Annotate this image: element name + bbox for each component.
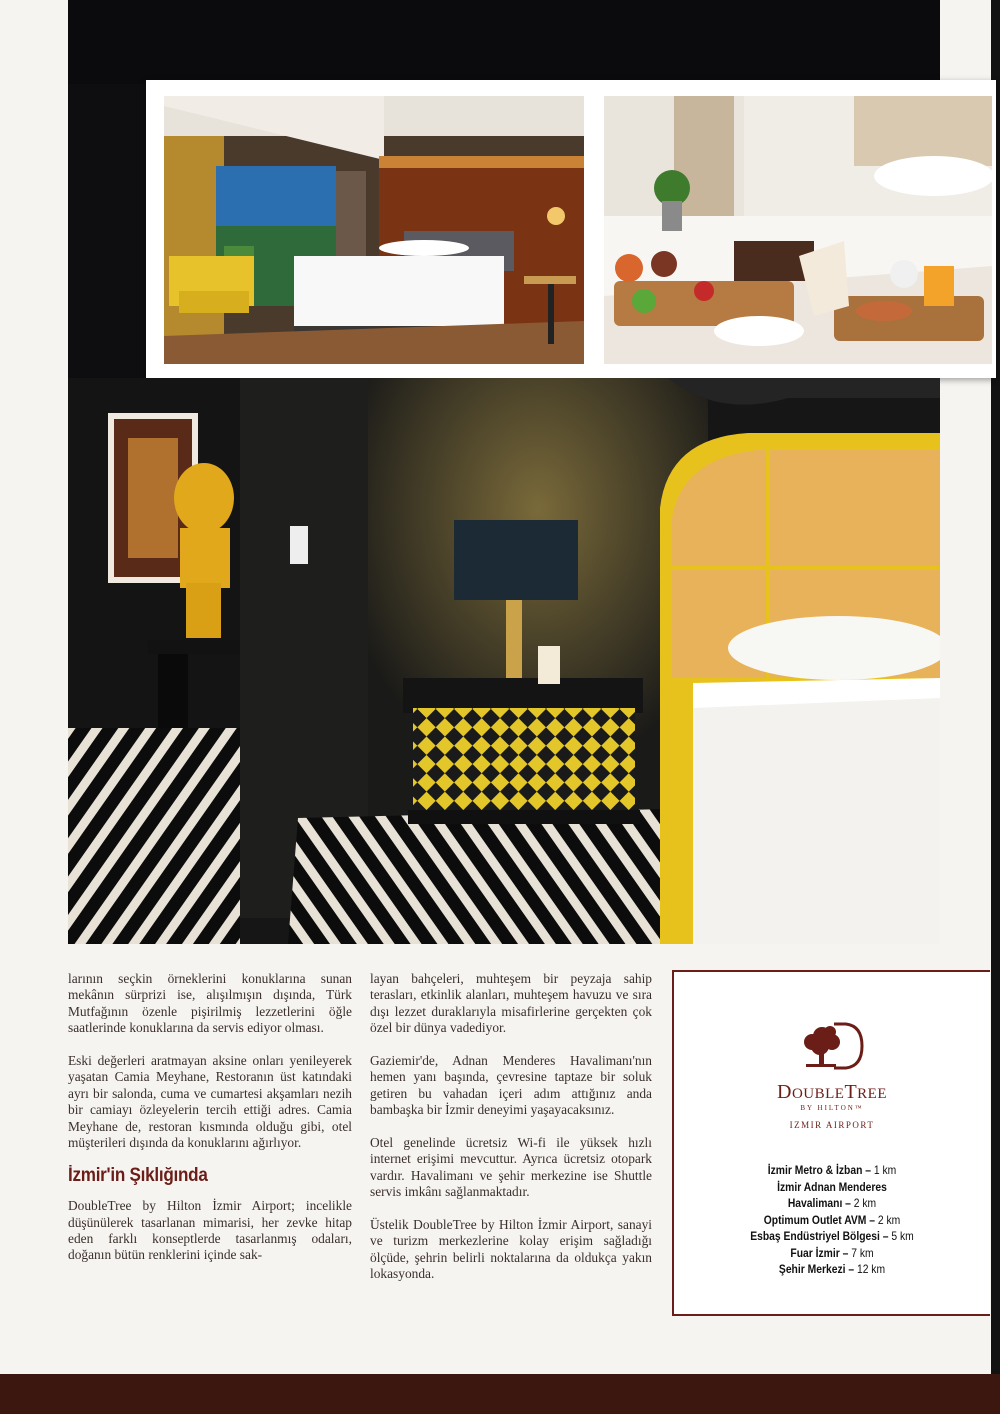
logo-wordmark: DOUBLETREE	[776, 1081, 887, 1103]
left-black-strip	[68, 84, 146, 380]
distance-item: Şehir Merkezi – 12 km	[778, 1262, 886, 1276]
paragraph: larının seçkin örneklerini konuklarına sunan mekânın sürprizi ise, alışılmışın dışında, Türk Mutfağının özenle pişirilmiş lezzetlerini öğle saatlerinde konuklarına da servis ediyor olması.	[68, 971, 352, 1036]
top-black-block	[68, 0, 940, 84]
distance-item: Havalimanı – 2 km	[787, 1196, 877, 1210]
paragraph: Üstelik DoubleTree by Hilton İzmir Airport, sanayi ve turizm merkezlerine kolay erişim sağladığı ölçüde, şehrin belirli noktalarına da oldukça yakın lokasyonda.	[370, 1217, 652, 1282]
distance-item: İzmir Metro & İzban – 1 km	[767, 1163, 897, 1177]
breakfast-photo	[604, 96, 992, 364]
bedroom-photo	[68, 378, 940, 944]
logo-by-hilton: BY HILTON™	[800, 1104, 864, 1112]
paragraph: Eski değerleri aratmayan aksine onları yenileyerek yaşatan Camia Meyhane, Restoranın üst katındaki ayrı bir salonda, cuma ve cumartesi akşamları nezih bir camiayı özleyelerin tercih ettiği adres. Camia Meyhane de, restoran kısmında olduğu gibi, otel müşterileri dışında da konuklarını ağırlıyor.	[68, 1053, 352, 1151]
distance-item: Esbaş Endüstriyel Bölgesi – 5 km	[750, 1229, 914, 1243]
article-column-1	[68, 971, 352, 1280]
paragraph: DoubleTree by Hilton İzmir Airport; incelikle düşünülerek tasarlanan mimarisi, her zevke hitap eden farklı konseptlerde tasarlanmış odaları, doğanın bütün renklerini içinde sak-	[68, 1198, 352, 1263]
bottom-bar	[0, 1374, 1000, 1414]
doubletree-logo	[674, 1020, 990, 1130]
tree-logo-icon	[800, 1020, 864, 1072]
section-heading: İzmir'in Şıklığında	[68, 1164, 208, 1186]
room-photo	[164, 96, 584, 364]
paragraph: layan bahçeleri, muhteşem bir peyzaja sahip terasları, etkinlik alanları, muhteşem havuzu ve sıra dışı lezzet duraklarıyla misafirlerine gerçekten çok özel bir dünya vadediyor.	[370, 971, 652, 1036]
article-column-2	[370, 971, 652, 1299]
paragraph: Otel genelinde ücretsiz Wi-fi ile yüksek hızlı internet erişimi mevcuttur. Ayrıca ücretsiz otopark vardır. Havalimanı ve şehir merkezine ise Shuttle servis imkânı sağlanmaktadır.	[370, 1135, 652, 1200]
distance-item: İzmir Adnan Menderes	[777, 1179, 887, 1194]
hotel-info-box	[672, 970, 990, 1316]
distance-item: Optimum Outlet AVM – 2 km	[763, 1212, 901, 1227]
distance-item: Fuar İzmir – 7 km	[790, 1245, 874, 1260]
logo-location: IZMIR AIRPORT	[789, 1120, 875, 1130]
paragraph: Gaziemir'de, Adnan Menderes Havalimanı'nın hemen yanı başında, çevresine taptaze bir soluk getiren bu vahadan içeri adım attığınız anda bambaşka bir İzmir deneyimi yaşayacaksınız.	[370, 1053, 652, 1118]
distance-list	[674, 1162, 990, 1278]
